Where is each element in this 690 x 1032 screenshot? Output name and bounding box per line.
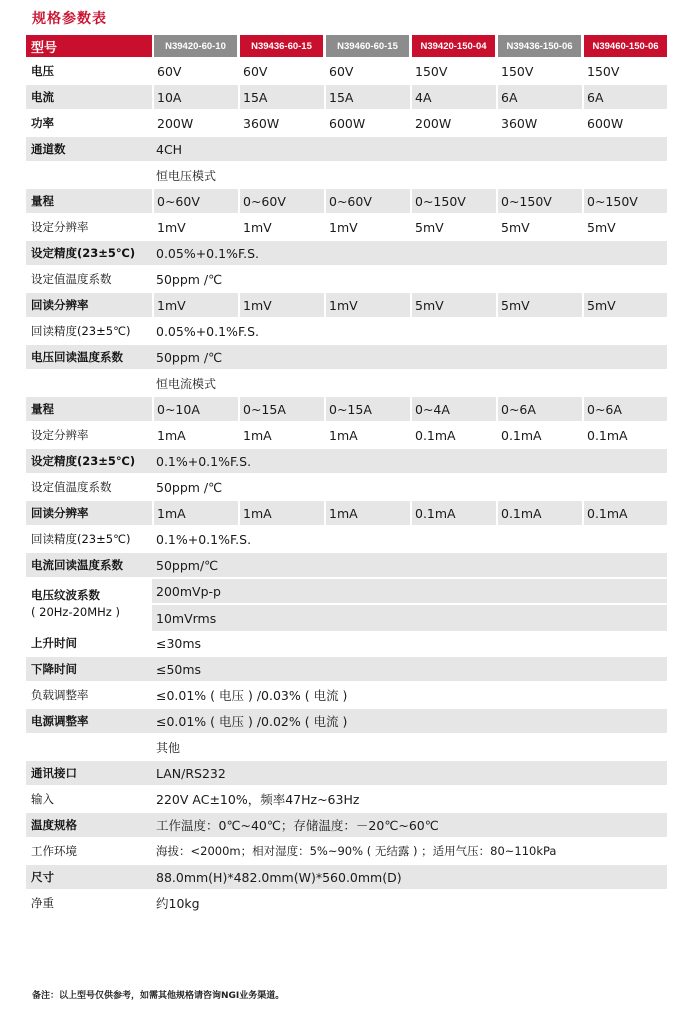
value-cell: 60V — [152, 59, 237, 83]
value-cell: 0.1mA — [496, 501, 581, 525]
row-value: 工作温度：0℃~40℃；存储温度：－20℃~60℃ — [156, 818, 439, 833]
page-title: 规格参数表 — [32, 11, 107, 27]
row-value: 海拔：<2000m；相对湿度：5%~90% ( 无结露 ) ；适用气压：80~110kPa — [156, 844, 557, 858]
value-cell: 0~15A — [238, 397, 323, 421]
row-label: 设定分辨率 — [31, 220, 89, 234]
model-header: N39460-150-06 — [582, 35, 667, 57]
value-cell: 0.1mA — [582, 501, 667, 525]
row-label: 下降时间 — [31, 657, 149, 681]
model-header: N39460-60-15 — [324, 35, 409, 57]
value-cell: 1mA — [324, 423, 409, 447]
value-cell: 0~6A — [582, 397, 667, 421]
row-label: 设定值温度系数 — [31, 272, 112, 286]
row-value: 4CH — [156, 141, 183, 157]
cv-set-acc-row — [26, 241, 667, 267]
value-cell: 15A — [238, 85, 323, 109]
size-row — [26, 865, 667, 891]
value-cell: 200W — [152, 111, 237, 135]
row-label: 回读精度(23±5℃) — [31, 532, 131, 546]
row-value: 约10kg — [156, 896, 200, 911]
value-cell: 5mV — [582, 215, 667, 239]
row-label: 电流 — [31, 85, 149, 109]
cc-range-row — [26, 397, 667, 423]
value-cell: 0~150V — [582, 189, 667, 213]
value-cell: 0~10A — [152, 397, 237, 421]
value-cell: 600W — [582, 111, 667, 135]
cv-section-row — [26, 163, 667, 189]
value-cell: 0.1mA — [496, 423, 581, 447]
row-label: 电源调整率 — [31, 709, 149, 733]
value-cell: 1mA — [238, 423, 323, 447]
current-row — [26, 85, 667, 111]
value-cell: 5mV — [496, 215, 581, 239]
value-cell: 60V — [324, 59, 409, 83]
row-label: 量程 — [31, 397, 149, 421]
cv-set-temp-row — [26, 267, 667, 293]
section-heading: 恒电压模式 — [156, 168, 217, 183]
row-value: LAN/RS232 — [156, 765, 226, 781]
value-cell: 5mV — [496, 293, 581, 317]
cv-range-row — [26, 189, 667, 215]
value-cell: 0.1mA — [410, 423, 495, 447]
row-value: 50ppm /℃ — [156, 349, 223, 365]
row-value: ≤0.01% ( 电压 ) /0.02% ( 电流 ) — [156, 714, 348, 729]
row-label: 量程 — [31, 189, 149, 213]
channels-row — [26, 137, 667, 163]
power-row — [26, 111, 667, 137]
weight-row — [26, 891, 667, 917]
value-cell: 1mV — [152, 293, 237, 317]
row-label: 尺寸 — [31, 865, 149, 889]
value-cell: 1mA — [324, 501, 409, 525]
value-cell: 150V — [582, 59, 667, 83]
cv-rb-res-row — [26, 293, 667, 319]
line-reg-row — [26, 709, 667, 735]
value-cell: 360W — [496, 111, 581, 135]
row-value: 0.1%+0.1%F.S. — [156, 531, 252, 547]
ripple-range-label: ( 20Hz-20MHz ) — [31, 605, 120, 619]
value-cell: 0.1mA — [582, 423, 667, 447]
row-label: 输入 — [31, 792, 54, 806]
cc-set-temp-row — [26, 475, 667, 501]
value-cell: 360W — [238, 111, 323, 135]
header-label: 型号 — [26, 35, 152, 57]
value-cell: 200W — [410, 111, 495, 135]
value-cell: 10A — [152, 85, 237, 109]
interface-row — [26, 761, 667, 787]
value-cell: 0~60V — [238, 189, 323, 213]
cc-section-row — [26, 371, 667, 397]
footnote: 备注：以上型号仅供参考，如需其他规格请咨询NGI业务渠道。 — [32, 991, 285, 1001]
row-value: ≤50ms — [156, 661, 202, 677]
row-label: 上升时间 — [31, 636, 77, 650]
cv-rb-temp-row — [26, 345, 667, 371]
cc-set-res-row — [26, 423, 667, 449]
row-value: ≤0.01% ( 电压 ) /0.03% ( 电流 ) — [156, 688, 348, 703]
input-row — [26, 787, 667, 813]
row-label: 设定精度(23±5℃) — [31, 241, 149, 265]
row-value: 0.05%+0.1%F.S. — [156, 245, 260, 261]
row-label: 电压回读温度系数 — [31, 345, 149, 369]
cc-rb-acc-row — [26, 527, 667, 553]
value-cell: 6A — [496, 85, 581, 109]
header-row — [26, 35, 667, 59]
row-label: 电流回读温度系数 — [31, 553, 149, 577]
value-cell: 1mA — [152, 423, 237, 447]
ripple-label: 电压纹波系数 — [31, 588, 100, 602]
env-row — [26, 839, 667, 865]
rise-row — [26, 631, 667, 657]
row-label: 工作环境 — [31, 844, 77, 858]
value-cell: 0~60V — [152, 189, 237, 213]
row-value: ≤30ms — [156, 635, 202, 651]
value-cell: 60V — [238, 59, 323, 83]
spec-table — [26, 35, 667, 917]
cv-set-res-row — [26, 215, 667, 241]
row-label: 通讯接口 — [31, 761, 149, 785]
row-label: 通道数 — [31, 137, 149, 161]
row-value: 50ppm /℃ — [156, 479, 223, 495]
value-cell: 150V — [496, 59, 581, 83]
row-label: 回读精度(23±5℃) — [31, 324, 131, 338]
value-cell: 0~4A — [410, 397, 495, 421]
value-cell: 600W — [324, 111, 409, 135]
other-section-row — [26, 735, 667, 761]
value-cell: 15A — [324, 85, 409, 109]
row-value: 88.0mm(H)*482.0mm(W)*560.0mm(D) — [156, 869, 402, 885]
row-value: 50ppm /℃ — [156, 271, 223, 287]
row-label: 负载调整率 — [31, 688, 89, 702]
value-cell: 1mV — [238, 215, 323, 239]
model-header: N39436-60-15 — [238, 35, 323, 57]
row-value: 220V AC±10%，频率47Hz~63Hz — [156, 792, 360, 807]
row-label — [31, 579, 149, 629]
voltage-row — [26, 59, 667, 85]
temp-spec-row — [26, 813, 667, 839]
load-reg-row — [26, 683, 667, 709]
cc-set-acc-row — [26, 449, 667, 475]
value-cell: 0~15A — [324, 397, 409, 421]
row-label: 温度规格 — [31, 813, 149, 837]
cv-rb-acc-row — [26, 319, 667, 345]
value-cell: 0~6A — [496, 397, 581, 421]
ripple-value-rms: 10mVrms — [152, 605, 667, 631]
value-cell: 5mV — [410, 293, 495, 317]
model-header: N39436-150-06 — [496, 35, 581, 57]
row-label: 设定分辨率 — [31, 428, 89, 442]
row-label: 设定值温度系数 — [31, 480, 112, 494]
value-cell: 5mV — [410, 215, 495, 239]
value-cell: 4A — [410, 85, 495, 109]
row-label: 净重 — [31, 896, 54, 910]
value-cell: 0~60V — [324, 189, 409, 213]
row-label: 回读分辨率 — [31, 293, 149, 317]
cc-rb-temp-row — [26, 553, 667, 579]
value-cell: 0~150V — [496, 189, 581, 213]
value-cell: 0.1mA — [410, 501, 495, 525]
row-label: 设定精度(23±5℃) — [31, 449, 149, 473]
row-value: 0.05%+0.1%F.S. — [156, 323, 260, 339]
model-header: N39420-150-04 — [410, 35, 495, 57]
ripple-value-pp: 200mVp-p — [152, 579, 667, 605]
row-value: 50ppm/℃ — [156, 557, 219, 573]
value-cell: 5mV — [582, 293, 667, 317]
row-label: 电压 — [31, 64, 54, 78]
section-heading: 恒电流模式 — [156, 376, 217, 391]
fall-row — [26, 657, 667, 683]
value-cell: 1mV — [324, 293, 409, 317]
row-label: 功率 — [31, 116, 54, 130]
value-cell: 1mA — [238, 501, 323, 525]
value-cell: 1mV — [152, 215, 237, 239]
row-value: 0.1%+0.1%F.S. — [156, 453, 252, 469]
value-cell: 0~150V — [410, 189, 495, 213]
value-cell: 6A — [582, 85, 667, 109]
ripple-row — [26, 579, 667, 631]
value-cell: 150V — [410, 59, 495, 83]
value-cell: 1mV — [238, 293, 323, 317]
row-label: 回读分辨率 — [31, 501, 149, 525]
cc-rb-res-row — [26, 501, 667, 527]
model-header: N39420-60-10 — [152, 35, 237, 57]
section-heading: 其他 — [156, 740, 181, 755]
value-cell: 1mV — [324, 215, 409, 239]
value-cell: 1mA — [152, 501, 237, 525]
